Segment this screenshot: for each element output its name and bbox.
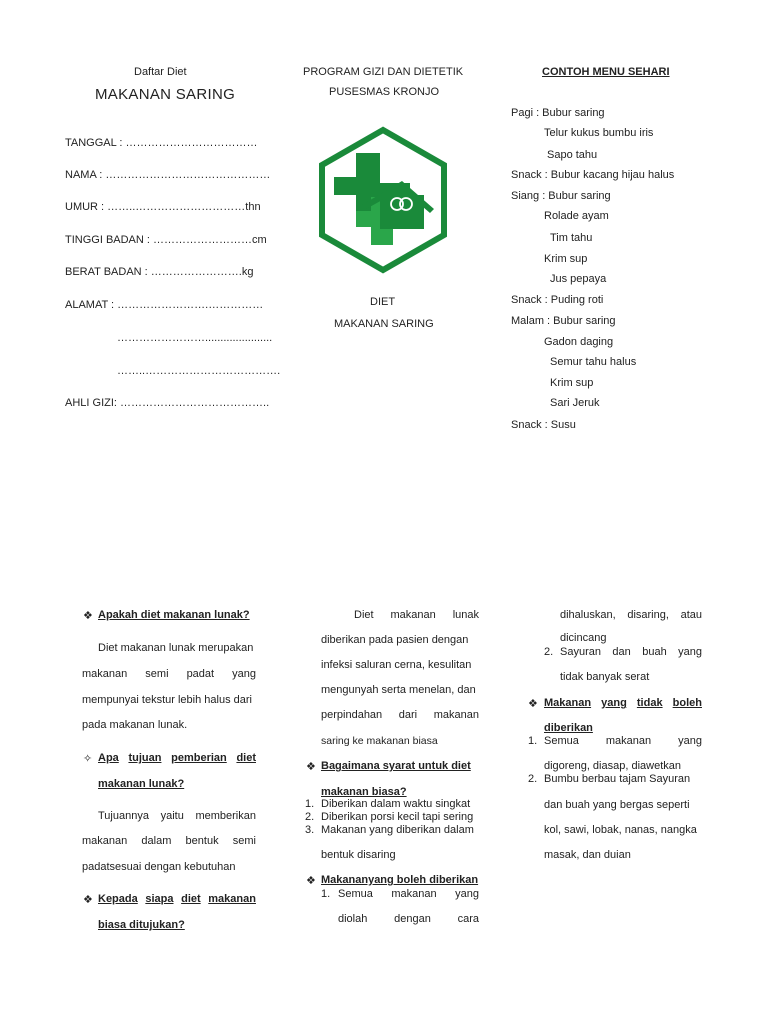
menu-item: Telur kukus bumbu iris <box>544 127 654 139</box>
paragraph-line: padatsesuai dengan kebutuhan <box>82 861 236 873</box>
list-number: 2. <box>544 646 554 658</box>
panel1-title: MAKANAN SARING <box>95 86 236 103</box>
list-number: 1. <box>321 888 331 900</box>
menu-malam: Malam : Bubur saring <box>511 315 616 327</box>
menu-item: Sapo tahu <box>547 149 598 161</box>
heading-tidak-boleh-line2: diberikan <box>544 722 593 734</box>
panel2-subtitle: MAKANAN SARING <box>334 318 434 330</box>
menu-item: Sari Jeruk <box>550 397 600 409</box>
list-item: Diberikan porsi kecil tapi sering <box>321 811 474 823</box>
heading-tujuan: Apa tujuan pemberian diet <box>98 752 256 764</box>
paragraph-line: makanan dalam bentuk semi <box>82 835 256 847</box>
diet-label: DIET <box>370 296 396 308</box>
bullet-icon: ❖ <box>83 610 93 622</box>
menu-item: Semur tahu halus <box>550 356 637 368</box>
heading-syarat: Bagaimana syarat untuk diet <box>321 760 471 772</box>
menu-item: Krim sup <box>550 377 594 389</box>
list-number: 3. <box>305 824 315 836</box>
bullet-star-icon: ✧ <box>83 753 93 765</box>
menu-pagi: Pagi : Bubur saring <box>511 107 605 119</box>
field-umur: UMUR : ……..…………………………thn <box>65 201 261 213</box>
list-item: digoreng, diasap, diawetkan <box>544 760 681 772</box>
bullet-icon: ❖ <box>306 761 316 773</box>
list-item: Makanan yang diberikan dalam <box>321 824 474 836</box>
menu-siang: Siang : Bubur saring <box>511 190 611 202</box>
health-logo-icon <box>316 125 450 275</box>
menu-item: Tim tahu <box>550 232 593 244</box>
list-item-continuation: dihaluskan, disaring, atau <box>560 609 702 621</box>
heading-kepada-siapa: Kepada siapa diet makanan <box>98 893 256 905</box>
heading-tidak-boleh: Makanan yang tidak boleh <box>544 697 702 709</box>
list-item-continuation: dicincang <box>560 632 607 644</box>
list-number: 2. <box>528 773 538 785</box>
organization-name: PUSESMAS KRONJO <box>329 86 440 98</box>
heading-tujuan-line2: makanan lunak? <box>98 778 185 790</box>
daftar-diet-label: Daftar Diet <box>134 66 187 78</box>
paragraph-line: mempunyai tekstur lebih halus dari <box>82 694 252 706</box>
menu-item: Jus pepaya <box>550 273 607 285</box>
list-item: dan buah yang bergas seperti <box>544 799 690 811</box>
heading-kepada-siapa-line2: biasa ditujukan? <box>98 919 185 931</box>
field-alamat: ALAMAT : …………………….…………… <box>65 299 264 311</box>
bullet-icon: ❖ <box>83 894 93 906</box>
list-item: kol, sawi, lobak, nanas, nangka <box>544 824 697 836</box>
paragraph-line: pada makanan lunak. <box>82 719 188 731</box>
list-item: Bumbu berbau tajam Sayuran <box>544 773 691 785</box>
menu-item: Rolade ayam <box>544 210 609 222</box>
field-nama: NAMA : ……………………………………… <box>65 169 271 181</box>
menu-snack-pagi: Snack : Bubur kacang hijau halus <box>511 169 675 181</box>
list-number: 2. <box>305 811 315 823</box>
list-item: tidak banyak serat <box>560 671 650 683</box>
paragraph-line: Tujuannya yaitu memberikan <box>98 810 256 822</box>
bullet-icon: ❖ <box>306 875 316 887</box>
program-title: PROGRAM GIZI DAN DIETETIK <box>303 66 464 78</box>
field-alamat-line3: ……..………………………………. <box>117 365 281 377</box>
paragraph-line: diberikan pada pasien dengan <box>321 634 469 646</box>
menu-heading: CONTOH MENU SEHARI <box>542 66 670 78</box>
list-item-continuation: bentuk disaring <box>321 849 396 861</box>
menu-snack-malam: Snack : Susu <box>511 419 576 431</box>
heading-apakah: Apakah diet makanan lunak? <box>98 609 250 621</box>
heading-syarat-line2: makanan biasa? <box>321 786 407 798</box>
field-ahli-gizi: AHLI GIZI: ………………………………….. <box>65 397 270 409</box>
field-tanggal: TANGGAL : ……………………………… <box>65 137 258 149</box>
field-alamat-line2: ……………………...................... <box>117 332 273 344</box>
list-number: 1. <box>305 798 315 810</box>
menu-item: Krim sup <box>544 253 588 265</box>
field-berat-badan: BERAT BADAN : …………………….kg <box>65 266 254 278</box>
list-item: diolah dengan cara <box>338 913 479 925</box>
paragraph-line: infeksi saluran cerna, kesulitan <box>321 659 472 671</box>
paragraph-line: perpindahan dari makanan <box>321 709 479 721</box>
list-number: 1. <box>528 735 538 747</box>
field-tinggi-badan: TINGGI BADAN : ………………………cm <box>65 234 267 246</box>
list-item: Semua makanan yang <box>338 888 479 900</box>
paragraph-line: Diet makanan lunak merupakan <box>98 642 254 654</box>
list-item: Semua makanan yang <box>544 735 702 747</box>
paragraph-line: saring ke makanan biasa <box>321 735 438 747</box>
paragraph-line: makanan semi padat yang <box>82 668 256 680</box>
list-item: Sayuran dan buah yang <box>560 646 702 658</box>
list-item: masak, dan duian <box>544 849 631 861</box>
paragraph-line: Diet makanan lunak <box>354 609 479 621</box>
menu-snack-siang: Snack : Puding roti <box>511 294 604 306</box>
paragraph-line: mengunyah serta menelan, dan <box>321 684 476 696</box>
list-item: Diberikan dalam waktu singkat <box>321 798 471 810</box>
menu-item: Gadon daging <box>544 336 614 348</box>
heading-boleh: Makananyang boleh diberikan <box>321 874 479 886</box>
bullet-icon: ❖ <box>528 698 538 710</box>
